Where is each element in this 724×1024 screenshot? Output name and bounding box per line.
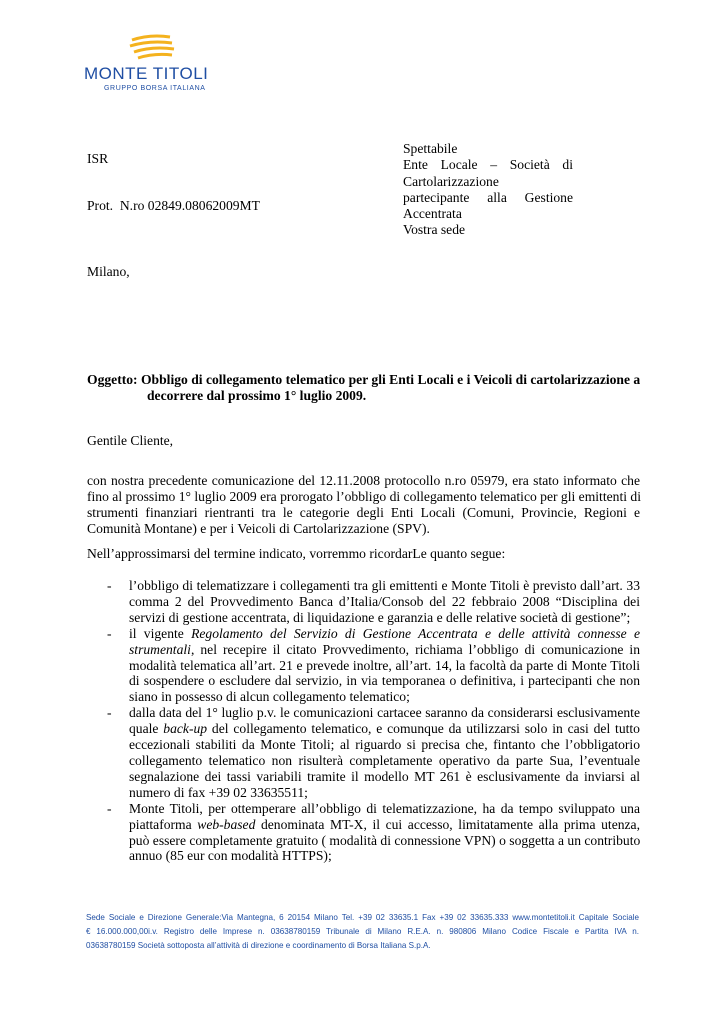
reference-isr: ISR [87,151,109,166]
bullet-dash: - [107,705,112,721]
intro-line: con nostra precedente comunicazione del 12.11.2008 protocollo n.ro 05979, era stato informato che [87,473,640,488]
addressee-line: partecipante alla Gestione [403,189,573,205]
logo-subtitle: GRUPPO BORSA ITALIANA [104,85,206,92]
bullet-item [87,626,640,706]
bullet-line: servizi di gestione accentrata, di liquidazione e garanzia e delle relative società di gestione”; [129,609,631,625]
subject-line-2: decorrere dal prossimo 1° luglio 2009. [147,388,367,403]
addressee-line: Vostra sede [403,222,466,238]
bullet-line: annuo (85 eur con modalità HTTPS); [129,848,332,864]
bullet-line: può essere completamente gratuito ( modalità di connessione VPN) o soggetta a un contributo [129,832,641,848]
intro-line: strumenti finanziari rientranti tra le categorie degli Enti Locali (Comuni, Provincie, Regioni e [87,505,640,520]
bullet-dash: - [107,800,112,816]
subject-line-1: Oggetto: Obbligo di collegamento telematico per gli Enti Locali e i Veicoli di cartolarizzazione a [87,372,641,387]
footer-line: Sede Sociale e Direzione Generale:Via Mantegna, 6 20154 Milano Tel. +39 02 33635.1 Fax +39 02 33635.333 www.montetitoli.it Capitale Sociale [86,913,639,922]
backup-term: back-up [163,721,208,737]
bullet-line: segnalazione dei tassi variabili tramite il modello MT 261 è esclusivamente da inviarsi al [129,768,640,784]
bullet-item [87,705,640,800]
bullet-list [87,578,640,864]
text-run: , nel recepire il citato Provvedimento, richiama l’obbligo di comunicazione in [190,641,640,657]
addressee-line: Cartolarizzazione [403,173,499,189]
bullet-line: eccezionali stabiliti da Monte Titoli; al riguardo si precisa che, fintanto che l’obbligatorio [129,737,640,753]
lead-sentence: Nell’approssimarsi del termine indicato, vorremmo ricordarLe quanto segue: [87,546,506,561]
bullet-line [129,642,640,658]
bullet-item [87,801,640,865]
bullet-line: collegamento telematico non risulterà completamente operativo da parte Sua, l’eventuale [129,752,640,768]
regulation-title: Regolamento del Servizio di Gestione Accentrata e delle attività connesse e [191,625,640,641]
logo-wave-marks-icon [128,34,176,64]
addressee-line: Spettabile [403,141,458,156]
addressee-block [403,141,573,239]
bullet-line [129,721,640,737]
regulation-title-cont: strumentali [129,641,191,657]
bullet-item [87,578,640,626]
bullet-line [129,626,640,642]
place-date: Milano, [87,264,130,279]
bullet-line: di sospendere o escludere dal servizio, in via temporanea o definitiva, i partecipanti che non [129,673,640,689]
bullet-dash: - [107,578,112,593]
logo-name: MONTE TITOLI [84,64,209,83]
text-run: il vigente [129,625,192,641]
bullet-dash: - [107,625,112,641]
bullet-line: modalità telematica all’art. 21 e prevede inoltre, all’art. 14, la facoltà da parte di Monte Titoli [129,657,640,673]
bullet-line: dalla data del 1° luglio p.v. le comunicazioni cartacee saranno da considerarsi esclusivamente [129,705,640,721]
addressee-line: Ente Locale – Società di [403,157,573,173]
text-run: piattaforma [129,816,198,832]
text-run: quale [129,721,164,737]
intro-line: Comunità Montane) e per i Veicoli di Cartolarizzazione (SPV). [87,521,430,536]
bullet-line: Monte Titoli, per ottemperare all’obbligo di telematizzazione, ha da tempo sviluppato una [129,800,640,816]
monte-titoli-logo [84,34,224,96]
web-based-term: web-based [197,816,256,832]
bullet-line: l’obbligo di telematizzare i collegamenti tra gli emittenti e Monte Titoli è previsto dall’art. 33 [129,578,640,593]
subject [87,372,640,404]
company-footer [86,911,639,953]
footer-line: € 16.000.000,00i.v. Registro delle Imprese n. 03638780159 Tribunale di Milano R.E.A. n. 980806 Milano Codice Fiscale e Partita IVA n. [86,927,639,936]
text-run: denominata MT-X, il cui accesso, limitatamente alla prima utenza, [255,816,640,832]
bullet-line [129,817,640,833]
bullet-line: siano in possesso di alcun collegamento telematico; [129,689,410,705]
intro-paragraph [87,473,640,537]
greeting: Gentile Cliente, [87,433,174,448]
bullet-line: numero di fax +39 02 33635511; [129,784,308,800]
footer-line: 03638780159 Società sottoposta all’attività di direzione e coordinamento di Borsa Italiana S.p.A. [86,941,431,950]
intro-line: fino al prossimo 1° luglio 2009 era prorogato l’obbligo di collegamento telematico per gli emittenti di [87,489,641,504]
protocol-number: Prot. N.ro 02849.08062009MT [87,198,260,213]
bullet-line: comma 2 del Provvedimento Banca d’Italia/Consob del 22 febbraio 2008 “Disciplina dei [129,593,640,609]
addressee-line: Accentrata [403,206,462,222]
text-run: del collegamento telematico, e comunque da utilizzarsi solo in casi del tutto [207,721,640,737]
